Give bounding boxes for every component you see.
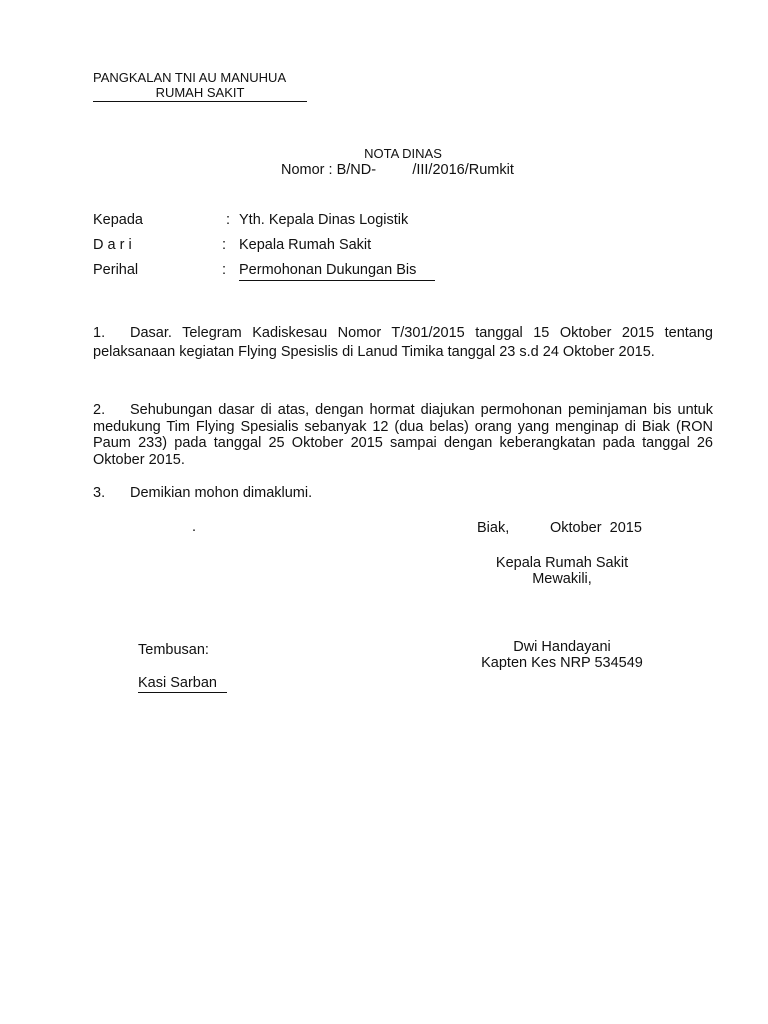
signatory-rank: Kapten Kes NRP 534549	[481, 655, 643, 671]
paragraph-number: 1.	[93, 325, 106, 341]
dari-value: Kepala Rumah Sakit	[239, 237, 372, 253]
cc-recipient: Kasi Sarban	[138, 675, 227, 693]
document-type: NOTA DINAS	[364, 146, 442, 161]
paragraph-2	[93, 402, 713, 468]
paragraph-number: 3.	[93, 485, 106, 501]
signature-place: Biak,	[477, 520, 510, 536]
cc-label: Tembusan:	[138, 642, 209, 658]
perihal-colon: :	[222, 262, 227, 278]
dot-mark: .	[192, 519, 197, 535]
kepada-value: Yth. Kepala Dinas Logistik	[239, 212, 409, 228]
signature-date: Oktober 2015	[550, 520, 642, 536]
dari-label: D a r i	[93, 237, 132, 253]
dari-colon: :	[222, 237, 227, 253]
org-name: PANGKALAN TNI AU MANUHUA	[93, 70, 287, 85]
paragraph-3	[93, 485, 713, 502]
paragraph-1	[93, 324, 713, 362]
org-unit: RUMAH SAKIT	[93, 85, 307, 102]
paragraph-text: Dasar. Telegram Kadiskesau Nomor T/301/2015 tanggal 15 Oktober 2015 tentang pelaksanaan kegiatan Flying Spesislis di Lanud Timika tanggal 23 s.d 24 Oktober 2015.	[93, 325, 713, 360]
paragraph-text: Sehubungan dasar di atas, dengan hormat diajukan permohonan peminjaman bis untuk medukung Tim Flying Spesialis sebanyak 12 (dua belas) orang yang menginap di Biak (RON Paum 233) pada tanggal 25 Oktober 2015 sampai dengan keberangkatan pada tanggal 26 Oktober 2015.	[93, 402, 713, 468]
paragraph-number: 2.	[93, 402, 106, 418]
perihal-label: Perihal	[93, 262, 139, 278]
signature-position: Kepala Rumah Sakit	[495, 555, 629, 571]
document-number: Nomor : B/ND- /III/2016/Rumkit	[281, 162, 514, 178]
signatory-name: Dwi Handayani	[513, 639, 611, 655]
perihal-value: Permohonan Dukungan Bis	[239, 262, 435, 281]
kepada-label: Kepada	[93, 212, 143, 228]
signature-acting: Mewakili,	[532, 571, 592, 587]
kepada-colon: :	[226, 212, 231, 228]
paragraph-text: Demikian mohon dimaklumi.	[130, 485, 313, 501]
